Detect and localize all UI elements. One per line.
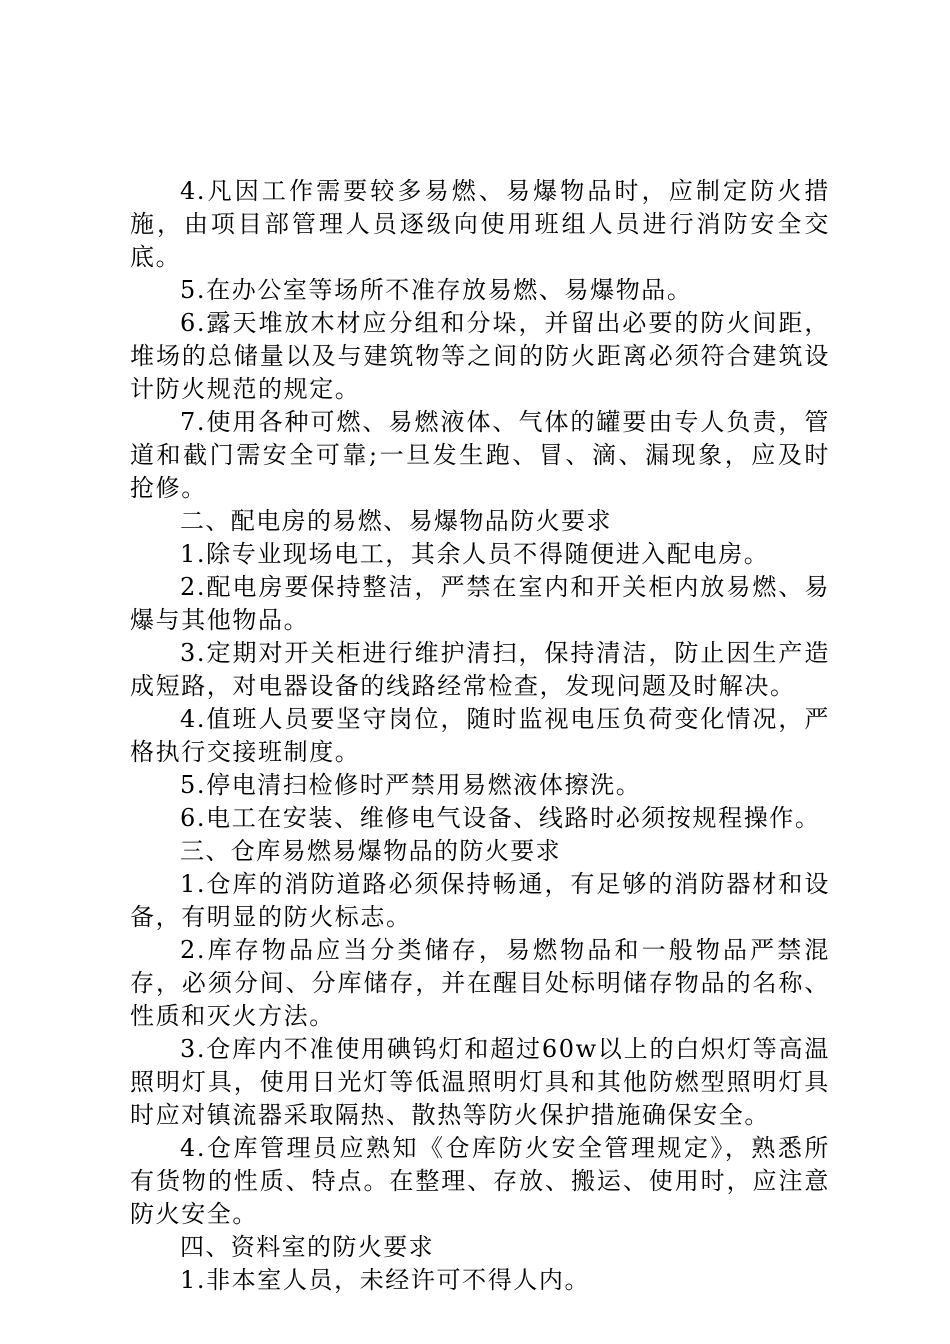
section-heading-archive-room: 四、资料室的防火要求 — [180, 1233, 434, 1261]
warehouse-item-1: 1.仓库的消防道路必须保持畅通，有足够的消防器材和设备，有明显的防火标志。 — [130, 870, 830, 931]
section-heading-power-room: 二、配电房的易燃、易爆物品防火要求 — [180, 507, 612, 535]
paragraph-4-flammable-work: 4.凡因工作需要较多易燃、易爆物品时，应制定防火措施，由项目部管理人员逐级向使用班组人员进行消防安全交底。 — [130, 177, 830, 271]
paragraph-7-tanks: 7.使用各种可燃、易燃液体、气体的罐要由专人负责，管道和截门需安全可靠;一旦发生跑、冒、滴、漏现象，应及时抢修。 — [130, 408, 830, 502]
paragraph-6-timber-stacking: 6.露天堆放木材应分组和分垛，并留出必要的防火间距，堆场的总储量以及与建筑物等之间的防火距离必须符合建筑设计防火规范的规定。 — [130, 309, 830, 403]
document-page — [130, 175, 830, 1297]
section-heading-warehouse: 三、仓库易燃易爆物品的防火要求 — [180, 837, 561, 865]
power-room-item-3: 3.定期对开关柜进行维护清扫，保持清洁，防止因生产造成短路，对电器设备的线路经常检查，发现问题及时解决。 — [130, 639, 830, 700]
power-room-item-2: 2.配电房要保持整洁，严禁在室内和开关柜内放易燃、易爆与其他物品。 — [130, 573, 830, 634]
power-room-item-1: 1.除专业现场电工，其余人员不得随便进入配电房。 — [180, 540, 770, 568]
warehouse-item-3: 3.仓库内不准使用碘钨灯和超过60w以上的白炽灯等高温照明灯具，使用日光灯等低温照明灯具和其他防燃型照明灯具时应对镇流器采取隔热、散热等防火保护措施确保安全。 — [130, 1035, 830, 1129]
power-room-item-4: 4.值班人员要坚守岗位，随时监视电压负荷变化情况，严格执行交接班制度。 — [130, 705, 830, 766]
power-room-item-6: 6.电工在安装、维修电气设备、线路时必须按规程操作。 — [180, 804, 821, 832]
power-room-item-5: 5.停电清扫检修时严禁用易燃液体擦洗。 — [180, 771, 642, 799]
archive-room-item-1: 1.非本室人员，未经许可不得人内。 — [180, 1266, 591, 1294]
paragraph-5-office-storage: 5.在办公室等场所不准存放易燃、易爆物品。 — [180, 276, 693, 304]
warehouse-item-4: 4.仓库管理员应熟知《仓库防火安全管理规定》，熟悉所有货物的性质、特点。在整理、存放、搬运、使用时，应注意防火安全。 — [130, 1134, 830, 1228]
warehouse-item-2: 2.库存物品应当分类储存，易燃物品和一般物品严禁混存，必须分间、分库储存，并在醒目处标明储存物品的名称、性质和灭火方法。 — [130, 936, 830, 1030]
